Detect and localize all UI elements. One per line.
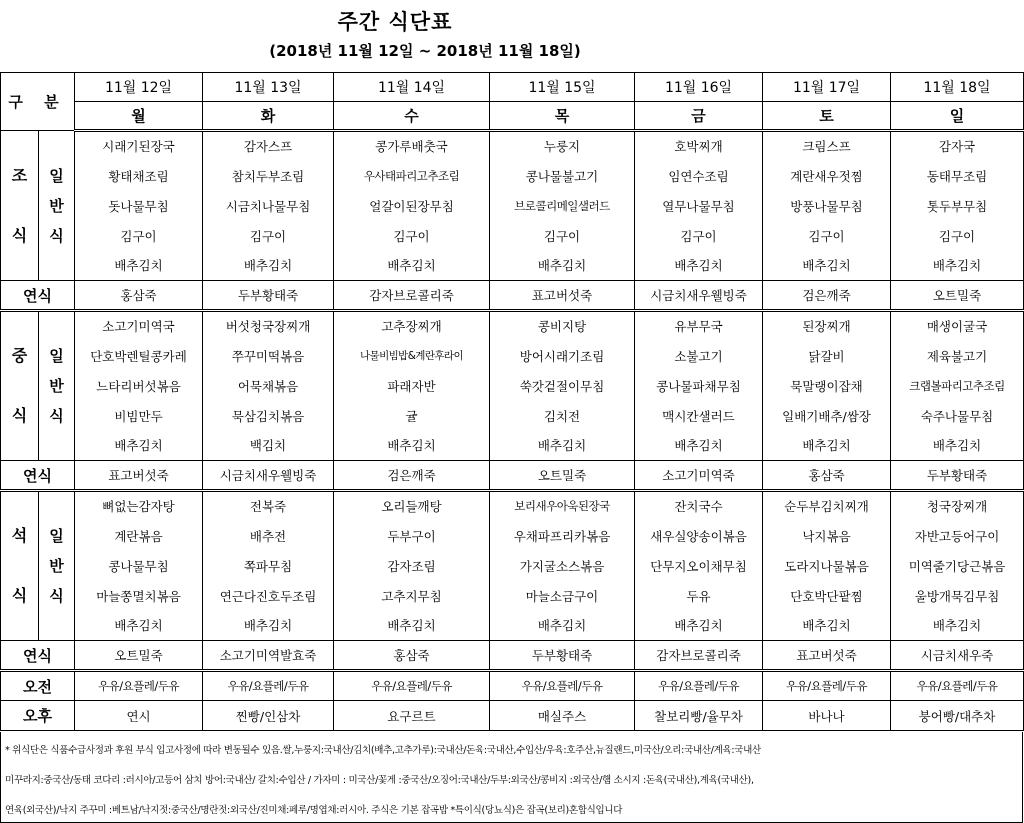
snack-cell: 우유/요플레/두유 — [635, 671, 763, 701]
date-header: 11월 16일 — [635, 73, 763, 102]
dish-cell: 동태무조림 — [891, 161, 1024, 191]
snack-cell: 우유/요플레/두유 — [490, 671, 635, 701]
dish-cell: 뼈없는감자탕 — [75, 491, 203, 521]
day-header: 토 — [763, 102, 891, 131]
dish-cell: 배추김치 — [763, 251, 891, 281]
dish-cell: 순두부김치찌개 — [763, 491, 891, 521]
lunch-label-char: 중 — [11, 346, 28, 365]
breakfast-label — [1, 131, 39, 281]
dish-cell: 전복죽 — [203, 491, 334, 521]
dish-cell: 콩가루배춧국 — [334, 131, 490, 161]
snack-cell: 우유/요플레/두유 — [891, 671, 1024, 701]
dish-cell: 새우실양송이볶음 — [635, 521, 763, 551]
snack-cell: 우유/요플레/두유 — [75, 671, 203, 701]
dish-cell: 고추장찌개 — [334, 311, 490, 341]
soft-diet-cell: 두부황태죽 — [490, 641, 635, 671]
gubun-header: 구 분 — [1, 73, 75, 131]
dish-cell: 된장찌개 — [763, 311, 891, 341]
date-header: 11월 13일 — [203, 73, 334, 102]
dish-cell: 느타리버섯볶음 — [75, 371, 203, 401]
dish-cell: 어묵채볶음 — [203, 371, 334, 401]
dish-cell: 귤 — [334, 401, 490, 431]
dish-cell: 백김치 — [203, 431, 334, 461]
page-title: 주간 식단표 — [337, 10, 453, 34]
snack-cell: 붕어빵/대추차 — [891, 701, 1024, 731]
dish-cell: 브로콜리메일샐러드 — [490, 191, 635, 221]
date-range: (2018년 11월 12일 ~ 2018년 11월 18일) — [269, 42, 581, 60]
dish-cell: 계란새우젓찜 — [763, 161, 891, 191]
dish-cell: 배추김치 — [490, 611, 635, 641]
dish-cell: 묵말랭이잡채 — [763, 371, 891, 401]
date-header: 11월 18일 — [891, 73, 1024, 102]
date-header: 11월 17일 — [763, 73, 891, 102]
soft-diet-cell: 검은깨죽 — [334, 461, 490, 491]
lunch-label-char: 식 — [11, 406, 28, 425]
dish-cell: 낙지볶음 — [763, 521, 891, 551]
menu-table — [0, 72, 1024, 731]
dish-cell: 계란볶음 — [75, 521, 203, 551]
dish-cell: 배추김치 — [334, 251, 490, 281]
dish-cell: 배추김치 — [891, 431, 1024, 461]
dish-cell: 단무지오이채무침 — [635, 551, 763, 581]
soft-diet-cell: 감자브로콜리죽 — [635, 641, 763, 671]
title-area — [0, 0, 1024, 72]
soft-diet-cell: 시금치새우죽 — [891, 641, 1024, 671]
dish-cell: 묵삼김치볶음 — [203, 401, 334, 431]
day-header: 목 — [490, 102, 635, 131]
soft-diet-cell: 홍삼죽 — [334, 641, 490, 671]
soft-diet-cell: 소고기미역발효죽 — [203, 641, 334, 671]
dish-cell: 쑥갓겉절이무침 — [490, 371, 635, 401]
breakfast-general-label — [39, 131, 75, 281]
dish-cell: 돗나물무침 — [75, 191, 203, 221]
dish-cell: 쭈꾸미떡볶음 — [203, 341, 334, 371]
breakfast-general-label-char: 일 — [49, 166, 64, 185]
dish-cell: 마늘쫑멸치볶음 — [75, 581, 203, 611]
breakfast-label-char: 조 — [11, 165, 28, 185]
day-header: 월 — [75, 102, 203, 131]
snack-cell: 우유/요플레/두유 — [334, 671, 490, 701]
dish-cell: 배추김치 — [635, 431, 763, 461]
dish-cell: 청국장찌개 — [891, 491, 1024, 521]
note-line: 미꾸라지:중국산/동태 코다리 :러시아/고등어 삼치 방어:국내산/ 갈치:수입산 / 가자미 : 미국산/꽃게 :중국산/오징어:국내산/두부:외국산/콩비지 :외국산/햄 소시지 :돈육(국내산),계육(국내산), — [5, 775, 754, 786]
dish-cell: 가지굴소스볶음 — [490, 551, 635, 581]
dish-cell: 김구이 — [490, 221, 635, 251]
dinner-general-label-char: 일 — [49, 527, 64, 545]
soft-diet-cell: 홍삼죽 — [763, 461, 891, 491]
dish-cell: 감자조림 — [334, 551, 490, 581]
dish-cell: 김구이 — [635, 221, 763, 251]
dish-cell: 버섯청국장찌개 — [203, 311, 334, 341]
soft-diet-cell: 시금치새우웰빙죽 — [203, 461, 334, 491]
dish-cell: 맥시칸샐러드 — [635, 401, 763, 431]
dish-cell: 김구이 — [891, 221, 1024, 251]
dish-cell: 연근다진호두조림 — [203, 581, 334, 611]
breakfast-soft-label: 연식 — [1, 281, 75, 311]
soft-diet-cell: 표고버섯죽 — [75, 461, 203, 491]
soft-diet-cell: 오트밀죽 — [75, 641, 203, 671]
dish-cell: 쪽파무침 — [203, 551, 334, 581]
dish-cell: 배추김치 — [763, 431, 891, 461]
dish-cell: 배추김치 — [334, 431, 490, 461]
dish-cell: 배추김치 — [334, 611, 490, 641]
dish-cell: 얼갈이된장무침 — [334, 191, 490, 221]
dish-cell: 유부무국 — [635, 311, 763, 341]
dinner-label-char: 식 — [11, 586, 28, 605]
day-header: 수 — [334, 102, 490, 131]
lunch-general-label-char: 일 — [49, 347, 64, 365]
lunch-general-label — [39, 311, 75, 461]
dish-cell: 방풍나물무침 — [763, 191, 891, 221]
dish-cell: 오리들깨탕 — [334, 491, 490, 521]
dish-cell: 배추김치 — [490, 251, 635, 281]
soft-diet-cell: 검은깨죽 — [763, 281, 891, 311]
soft-diet-cell: 시금치새우웰빙죽 — [635, 281, 763, 311]
dish-cell: 배추김치 — [203, 611, 334, 641]
day-header: 일 — [891, 102, 1024, 131]
morning_snack-label: 오전 — [1, 671, 75, 701]
date-header: 11월 15일 — [490, 73, 635, 102]
dish-cell: 소불고기 — [635, 341, 763, 371]
breakfast-general-label-char: 반 — [49, 196, 64, 215]
dish-cell: 방어시래기조림 — [490, 341, 635, 371]
soft-diet-cell: 두부황태죽 — [891, 461, 1024, 491]
dish-cell: 김치전 — [490, 401, 635, 431]
dish-cell: 배추김치 — [635, 251, 763, 281]
dish-cell: 배추김치 — [203, 251, 334, 281]
snack-cell: 우유/요플레/두유 — [763, 671, 891, 701]
dish-cell: 콩나물파채무침 — [635, 371, 763, 401]
dinner-general-label-char: 식 — [49, 587, 64, 605]
lunch-general-label-char: 반 — [49, 377, 64, 395]
note-line: * 위식단은 식품수급사정과 후원 부식 입고사정에 따라 변동될수 있음.쌀,누룽지:국내산/김치(배추,고추가루):국내산/돈육:국내산,수입산/우육:호주산,뉴질랜드,미국산/오리:국내산/계육:국내산 — [5, 745, 761, 756]
dish-cell: 감자스프 — [203, 131, 334, 161]
dish-cell: 비빔만두 — [75, 401, 203, 431]
snack-cell: 매실주스 — [490, 701, 635, 731]
dish-cell: 톳두부무침 — [891, 191, 1024, 221]
soft-diet-cell: 오트밀죽 — [490, 461, 635, 491]
dinner-general-label-char: 반 — [49, 557, 64, 575]
dinner-soft-label: 연식 — [1, 641, 75, 671]
snack-cell: 찰보리빵/율무차 — [635, 701, 763, 731]
dish-cell: 소고기미역국 — [75, 311, 203, 341]
dish-cell: 김구이 — [75, 221, 203, 251]
dish-cell: 호박찌개 — [635, 131, 763, 161]
dish-cell: 배추김치 — [75, 611, 203, 641]
dish-cell: 보리새우아욱된장국 — [490, 491, 635, 521]
soft-diet-cell: 두부황태죽 — [203, 281, 334, 311]
dish-cell: 누룽지 — [490, 131, 635, 161]
snack-cell: 바나나 — [763, 701, 891, 731]
dish-cell: 크림스프 — [763, 131, 891, 161]
dish-cell: 나물비빔밥&계란후라이 — [334, 341, 490, 371]
dish-cell: 크랩볼파리고추조림 — [891, 371, 1024, 401]
dish-cell: 단호박렌틸콩카레 — [75, 341, 203, 371]
day-header: 화 — [203, 102, 334, 131]
dish-cell: 배추김치 — [75, 251, 203, 281]
dish-cell: 잔치국수 — [635, 491, 763, 521]
dish-cell: 시래기된장국 — [75, 131, 203, 161]
dish-cell: 제육불고기 — [891, 341, 1024, 371]
dish-cell: 배추전 — [203, 521, 334, 551]
lunch-label — [1, 311, 39, 461]
dish-cell: 일배기배추/쌈장 — [763, 401, 891, 431]
note-line: 연육(외국산)/낙지 주꾸미 :베트남/낙지젓:중국산/명란젓:외국산/진미채:페루/명엽채:러시아. 주식은 기본 잡곡밥 *특이식(당뇨식)은 잡곡(보리)혼합식입니다 — [5, 805, 623, 816]
snack-cell: 우유/요플레/두유 — [203, 671, 334, 701]
notes-section — [0, 732, 1023, 823]
dish-cell: 파래자반 — [334, 371, 490, 401]
dish-cell: 도라지나물볶음 — [763, 551, 891, 581]
lunch-general-label-char: 식 — [49, 407, 64, 425]
snack-cell: 찐빵/인삼차 — [203, 701, 334, 731]
dish-cell: 미역줄기당근볶음 — [891, 551, 1024, 581]
dinner-label — [1, 491, 39, 641]
dish-cell: 감자국 — [891, 131, 1024, 161]
date-header: 11월 14일 — [334, 73, 490, 102]
dinner-label-char: 석 — [11, 526, 28, 545]
dish-cell: 우사태파리고추조림 — [334, 161, 490, 191]
dish-cell: 참치두부조림 — [203, 161, 334, 191]
dish-cell: 배추김치 — [891, 611, 1024, 641]
snack-cell: 연시 — [75, 701, 203, 731]
dish-cell: 우채파프리카볶음 — [490, 521, 635, 551]
dish-cell: 닭갈비 — [763, 341, 891, 371]
dish-cell: 김구이 — [763, 221, 891, 251]
dish-cell: 울방개묵김무침 — [891, 581, 1024, 611]
dish-cell: 배추김치 — [490, 431, 635, 461]
dish-cell: 자반고등어구이 — [891, 521, 1024, 551]
dish-cell: 매생이굴국 — [891, 311, 1024, 341]
dish-cell: 콩나물무침 — [75, 551, 203, 581]
dish-cell: 콩나물불고기 — [490, 161, 635, 191]
soft-diet-cell: 표고버섯죽 — [763, 641, 891, 671]
snack-cell: 요구르트 — [334, 701, 490, 731]
soft-diet-cell: 소고기미역죽 — [635, 461, 763, 491]
afternoon_snack-label: 오후 — [1, 701, 75, 731]
soft-diet-cell: 홍삼죽 — [75, 281, 203, 311]
dish-cell: 두부구이 — [334, 521, 490, 551]
dish-cell: 배추김치 — [635, 611, 763, 641]
dish-cell: 마늘소금구이 — [490, 581, 635, 611]
dish-cell: 배추김치 — [891, 251, 1024, 281]
dish-cell: 황태채조림 — [75, 161, 203, 191]
dish-cell: 배추김치 — [763, 611, 891, 641]
dish-cell: 김구이 — [334, 221, 490, 251]
soft-diet-cell: 오트밀죽 — [891, 281, 1024, 311]
dinner-general-label — [39, 491, 75, 641]
dish-cell: 김구이 — [203, 221, 334, 251]
dish-cell: 두유 — [635, 581, 763, 611]
dish-cell: 단호박단팥찜 — [763, 581, 891, 611]
dish-cell: 숙주나물무침 — [891, 401, 1024, 431]
breakfast-label-char: 식 — [11, 225, 28, 245]
soft-diet-cell: 표고버섯죽 — [490, 281, 635, 311]
breakfast-general-label-char: 식 — [49, 226, 64, 245]
lunch-soft-label: 연식 — [1, 461, 75, 491]
dish-cell: 열무나물무침 — [635, 191, 763, 221]
dish-cell: 콩비지탕 — [490, 311, 635, 341]
dish-cell: 임연수조림 — [635, 161, 763, 191]
date-header: 11월 12일 — [75, 73, 203, 102]
dish-cell: 배추김치 — [75, 431, 203, 461]
dish-cell: 시금치나물무침 — [203, 191, 334, 221]
day-header: 금 — [635, 102, 763, 131]
dish-cell: 고추지무침 — [334, 581, 490, 611]
soft-diet-cell: 감자브로콜리죽 — [334, 281, 490, 311]
